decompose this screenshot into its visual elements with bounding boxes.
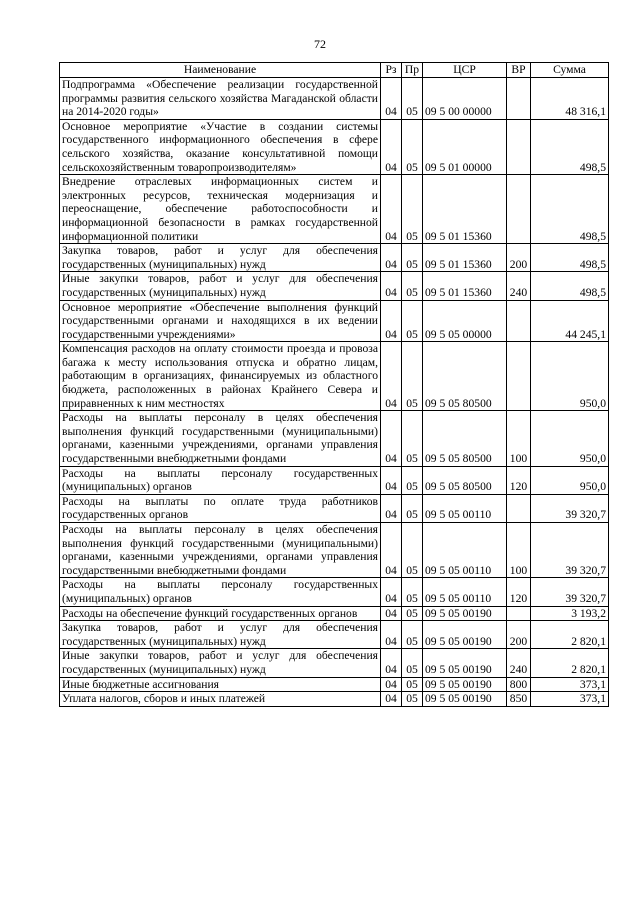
row-csr-cell: 09 5 05 00110 <box>423 494 507 522</box>
table-row <box>60 119 609 174</box>
row-csr-cell: 09 5 05 00190 <box>423 606 507 621</box>
row-pr-cell: 05 <box>402 649 423 677</box>
row-csr-cell: 09 5 05 00190 <box>423 649 507 677</box>
row-vr-cell: 800 <box>507 677 531 692</box>
row-rz-cell: 04 <box>381 677 402 692</box>
page-number: 72 <box>314 37 326 51</box>
row-rz-cell: 04 <box>381 523 402 578</box>
row-name-cell: Иные закупки товаров, работ и услуг для обеспечения государственных (муниципальных) нужд <box>60 649 381 677</box>
row-vr-cell <box>507 78 531 120</box>
row-rz-cell: 04 <box>381 692 402 707</box>
table-row <box>60 78 609 120</box>
row-pr-cell: 05 <box>402 621 423 649</box>
row-sum-cell: 2 820,1 <box>531 621 609 649</box>
row-name-cell: Расходы на выплаты персоналу государственных (муниципальных) органов <box>60 578 381 606</box>
row-name-cell: Расходы на выплаты персоналу государственных (муниципальных) органов <box>60 466 381 494</box>
row-vr-cell: 240 <box>507 272 531 300</box>
row-pr-cell: 05 <box>402 78 423 120</box>
row-csr-cell: 09 5 05 00110 <box>423 578 507 606</box>
row-name-cell: Расходы на выплаты персоналу в целях обеспечения выполнения функций государственными (муниципальными) органами, казенными учреждениями, органами управления государственными внебюджетными фондами <box>60 411 381 466</box>
row-vr-cell: 240 <box>507 649 531 677</box>
row-csr-cell: 09 5 01 00000 <box>423 119 507 174</box>
row-csr-cell: 09 5 05 00110 <box>423 523 507 578</box>
row-vr-cell <box>507 175 531 244</box>
row-csr-cell: 09 5 05 80500 <box>423 411 507 466</box>
row-pr-cell: 05 <box>402 677 423 692</box>
row-pr-cell: 05 <box>402 466 423 494</box>
header-pr: Пр <box>402 63 423 78</box>
table-row <box>60 244 609 272</box>
row-name-cell: Основное мероприятие «Участие в создании системы государственного информационного обеспечения в сфере сельского хозяйства, оказание консультативной помощи сельскохозяйственным товаропроизводителям» <box>60 119 381 174</box>
row-pr-cell: 05 <box>402 411 423 466</box>
table-row <box>60 466 609 494</box>
table-body <box>60 78 609 707</box>
row-vr-cell <box>507 300 531 342</box>
row-name-cell: Уплата налогов, сборов и иных платежей <box>60 692 381 707</box>
row-vr-cell <box>507 119 531 174</box>
header-sum: Сумма <box>531 63 609 78</box>
row-vr-cell: 100 <box>507 523 531 578</box>
row-sum-cell: 44 245,1 <box>531 300 609 342</box>
table-row <box>60 677 609 692</box>
row-name-cell: Иные закупки товаров, работ и услуг для обеспечения государственных (муниципальных) нужд <box>60 272 381 300</box>
row-pr-cell: 05 <box>402 119 423 174</box>
row-sum-cell: 2 820,1 <box>531 649 609 677</box>
row-rz-cell: 04 <box>381 272 402 300</box>
row-csr-cell: 09 5 01 15360 <box>423 272 507 300</box>
table-row <box>60 606 609 621</box>
row-rz-cell: 04 <box>381 342 402 411</box>
row-name-cell: Основное мероприятие «Обеспечение выполнения функций государственными органами и находящихся в их ведении государственными учреждениями» <box>60 300 381 342</box>
row-csr-cell: 09 5 01 15360 <box>423 175 507 244</box>
row-rz-cell: 04 <box>381 244 402 272</box>
row-rz-cell: 04 <box>381 466 402 494</box>
row-vr-cell: 850 <box>507 692 531 707</box>
row-sum-cell: 373,1 <box>531 677 609 692</box>
row-sum-cell: 498,5 <box>531 272 609 300</box>
row-rz-cell: 04 <box>381 78 402 120</box>
row-sum-cell: 39 320,7 <box>531 494 609 522</box>
row-sum-cell: 498,5 <box>531 244 609 272</box>
row-rz-cell: 04 <box>381 175 402 244</box>
row-sum-cell: 48 316,1 <box>531 78 609 120</box>
row-csr-cell: 09 5 05 80500 <box>423 466 507 494</box>
row-sum-cell: 373,1 <box>531 692 609 707</box>
row-csr-cell: 09 5 05 80500 <box>423 342 507 411</box>
row-vr-cell: 120 <box>507 466 531 494</box>
row-name-cell: Подпрограмма «Обеспечение реализации государственной программы развития сельского хозяйства Магаданской области на 2014-2020 годы» <box>60 78 381 120</box>
table-row <box>60 272 609 300</box>
row-pr-cell: 05 <box>402 300 423 342</box>
row-rz-cell: 04 <box>381 649 402 677</box>
row-vr-cell <box>507 606 531 621</box>
row-pr-cell: 05 <box>402 606 423 621</box>
row-vr-cell: 200 <box>507 244 531 272</box>
table-row <box>60 494 609 522</box>
table-row <box>60 578 609 606</box>
row-rz-cell: 04 <box>381 621 402 649</box>
row-vr-cell: 100 <box>507 411 531 466</box>
header-vr: ВР <box>507 63 531 78</box>
row-name-cell: Внедрение отраслевых информационных систем и электронных ресурсов, техническая модернизация и переоснащение, обеспечение работоспособности и информационной безопасности в рамках государственной информационной политики <box>60 175 381 244</box>
table-row <box>60 523 609 578</box>
budget-table <box>59 62 609 707</box>
row-pr-cell: 05 <box>402 494 423 522</box>
row-rz-cell: 04 <box>381 411 402 466</box>
row-csr-cell: 09 5 05 00000 <box>423 300 507 342</box>
row-rz-cell: 04 <box>381 578 402 606</box>
row-csr-cell: 09 5 00 00000 <box>423 78 507 120</box>
table-row <box>60 411 609 466</box>
row-sum-cell: 39 320,7 <box>531 523 609 578</box>
row-name-cell: Расходы на выплаты персоналу в целях обеспечения выполнения функций государственными (муниципальными) органами, казенными учреждениями, органами управления государственными внебюджетными фондами <box>60 523 381 578</box>
row-csr-cell: 09 5 05 00190 <box>423 692 507 707</box>
row-csr-cell: 09 5 05 00190 <box>423 677 507 692</box>
row-csr-cell: 09 5 05 00190 <box>423 621 507 649</box>
row-sum-cell: 39 320,7 <box>531 578 609 606</box>
row-vr-cell: 200 <box>507 621 531 649</box>
row-sum-cell: 498,5 <box>531 119 609 174</box>
header-name: Наименование <box>60 63 381 78</box>
row-rz-cell: 04 <box>381 300 402 342</box>
row-sum-cell: 3 193,2 <box>531 606 609 621</box>
row-name-cell: Иные бюджетные ассигнования <box>60 677 381 692</box>
table-row <box>60 649 609 677</box>
table-header-row <box>60 63 609 78</box>
row-sum-cell: 950,0 <box>531 466 609 494</box>
row-pr-cell: 05 <box>402 244 423 272</box>
row-vr-cell <box>507 494 531 522</box>
table-row <box>60 342 609 411</box>
row-vr-cell: 120 <box>507 578 531 606</box>
row-name-cell: Закупка товаров, работ и услуг для обеспечения государственных (муниципальных) нужд <box>60 244 381 272</box>
row-vr-cell <box>507 342 531 411</box>
table-row <box>60 175 609 244</box>
table-row <box>60 621 609 649</box>
row-rz-cell: 04 <box>381 119 402 174</box>
row-sum-cell: 950,0 <box>531 342 609 411</box>
row-name-cell: Закупка товаров, работ и услуг для обеспечения государственных (муниципальных) нужд <box>60 621 381 649</box>
row-pr-cell: 05 <box>402 523 423 578</box>
row-rz-cell: 04 <box>381 606 402 621</box>
row-pr-cell: 05 <box>402 272 423 300</box>
table-row <box>60 300 609 342</box>
row-pr-cell: 05 <box>402 692 423 707</box>
row-pr-cell: 05 <box>402 342 423 411</box>
header-csr: ЦСР <box>423 63 507 78</box>
row-csr-cell: 09 5 01 15360 <box>423 244 507 272</box>
row-sum-cell: 950,0 <box>531 411 609 466</box>
row-name-cell: Компенсация расходов на оплату стоимости проезда и провоза багажа к месту использования отпуска и обратно лицам, работающим в организациях, финансируемых из областного бюджета, расположенных в районах Крайнего Севера и приравненных к ним местностях <box>60 342 381 411</box>
row-pr-cell: 05 <box>402 175 423 244</box>
row-rz-cell: 04 <box>381 494 402 522</box>
table-row <box>60 692 609 707</box>
row-name-cell: Расходы на выплаты по оплате труда работников государственных органов <box>60 494 381 522</box>
header-rz: Рз <box>381 63 402 78</box>
row-sum-cell: 498,5 <box>531 175 609 244</box>
row-pr-cell: 05 <box>402 578 423 606</box>
row-name-cell: Расходы на обеспечение функций государственных органов <box>60 606 381 621</box>
